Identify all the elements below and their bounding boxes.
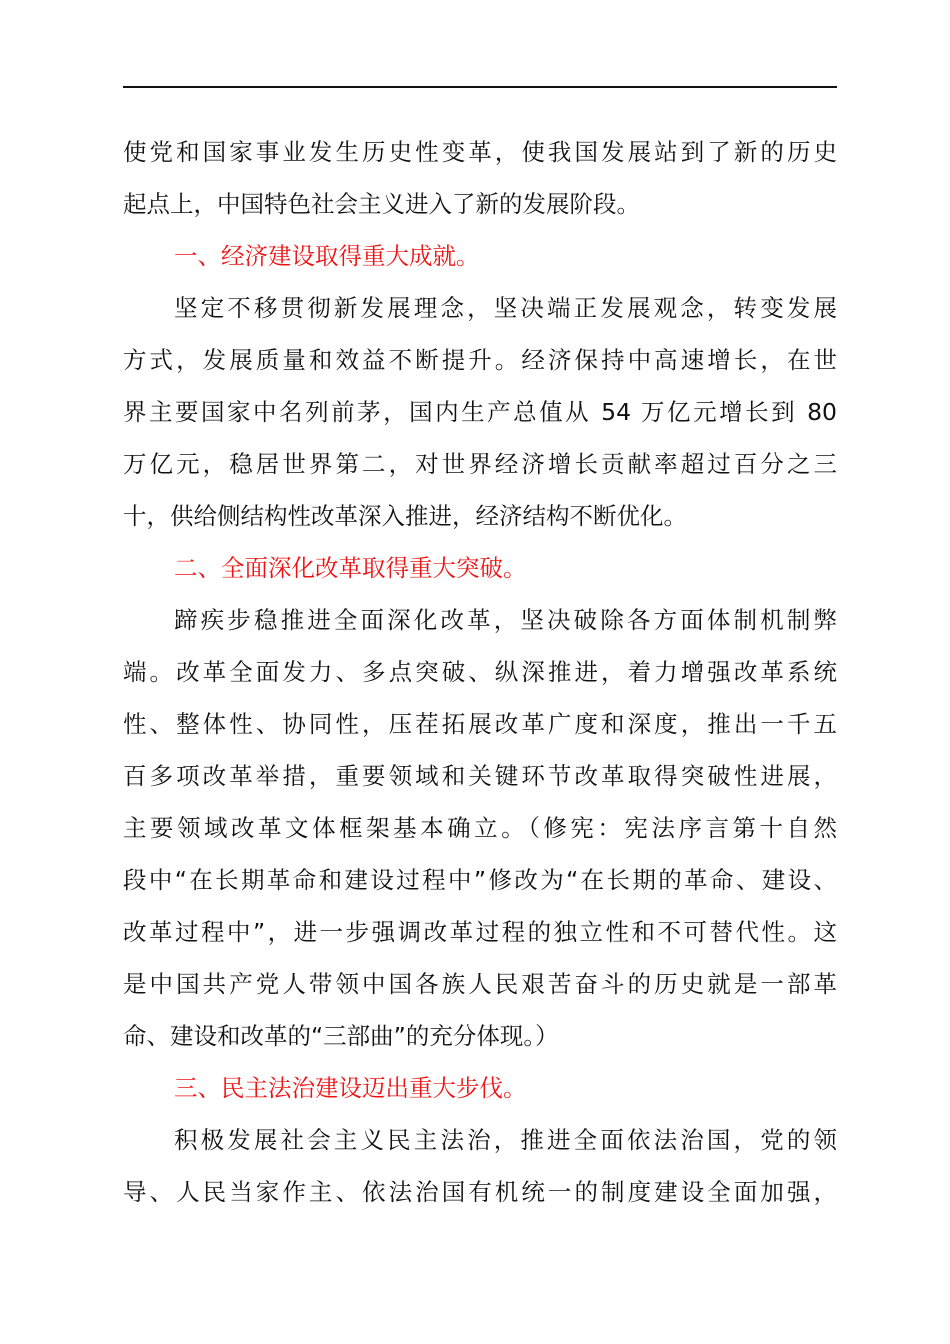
- header-rule: [123, 86, 837, 88]
- section-heading-economy: 一、经济建设取得重大成就。: [174, 242, 480, 270]
- section-heading-reform: 二、全面深化改革取得重大突破。: [174, 554, 527, 582]
- document-body: [123, 126, 837, 1218]
- section-heading-democracy: 三、民主法治建设迈出重大步伐。: [174, 1074, 527, 1102]
- text-line: 主要领域改革文体框架基本确立。（修宪：宪法序言第十自然: [123, 814, 837, 842]
- text-line: 改革过程中”，进一步强调改革过程的独立性和不可替代性。这: [123, 918, 837, 946]
- text-line: 积极发展社会主义民主法治，推进全面依法治国，党的领: [174, 1126, 837, 1154]
- text-line: 方式，发展质量和效益不断提升。经济保持中高速增长，在世: [123, 346, 837, 374]
- text-line: 段中“在长期革命和建设过程中”修改为“在长期的革命、建设、: [123, 866, 837, 894]
- text-line: 端。改革全面发力、多点突破、纵深推进，着力增强改革系统: [123, 658, 837, 686]
- text-line: 性、整体性、协同性，压茬拓展改革广度和深度，推出一千五: [123, 710, 837, 738]
- text-line: 是中国共产党人带领中国各族人民艰苦奋斗的历史就是一部革: [123, 970, 837, 998]
- text-line: 蹄疾步稳推进全面深化改革，坚决破除各方面体制机制弊: [174, 606, 837, 634]
- text-line: 命、建设和改革的“三部曲”的充分体现。）: [123, 1022, 559, 1050]
- text-line: 坚定不移贯彻新发展理念，坚决端正发展观念，转变发展: [174, 294, 837, 322]
- text-line: 导、人民当家作主、依法治国有机统一的制度建设全面加强，: [123, 1178, 837, 1206]
- text-line: 界主要国家中名列前茅，国内生产总值从 54 万亿元增长到 80: [123, 398, 837, 426]
- text-line: 起点上，中国特色社会主义进入了新的发展阶段。: [123, 190, 640, 218]
- text-line: 万亿元，稳居世界第二，对世界经济增长贡献率超过百分之三: [123, 450, 837, 478]
- text-line: 十，供给侧结构性改革深入推进，经济结构不断优化。: [123, 502, 687, 530]
- text-line: 百多项改革举措，重要领域和关键环节改革取得突破性进展，: [123, 762, 837, 790]
- text-line: 使党和国家事业发生历史性变革，使我国发展站到了新的历史: [123, 138, 837, 166]
